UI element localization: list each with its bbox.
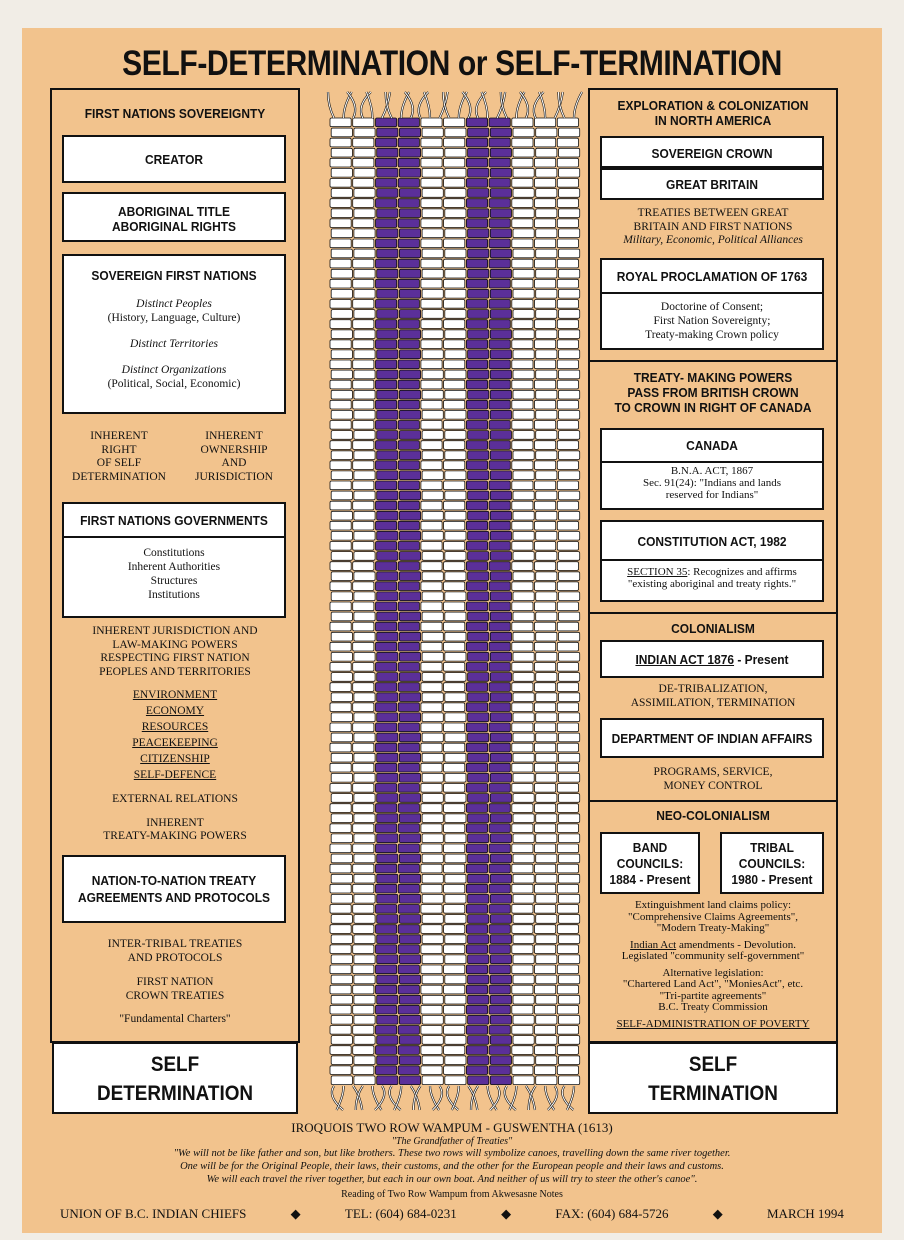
exploration-header xyxy=(590,98,836,128)
two-row-wampum-belt xyxy=(322,86,588,1118)
self-determination-line: SELF xyxy=(150,1053,200,1076)
separator-diamond: ◆ xyxy=(712,1206,723,1221)
quote-line: We will each travel the river together, but each in our own boat. And neither of us will try to steer the other's canoe". xyxy=(206,1174,698,1185)
aboriginal-rights-label: ABORIGINAL RIGHTS xyxy=(111,219,237,234)
aboriginal-title-label: ABORIGINAL TITLE xyxy=(117,204,231,219)
bna-line: reserved for Indians" xyxy=(665,489,759,501)
section35-text: : Recognizes and affirms xyxy=(687,566,797,578)
treaties-britain-line: BRITAIN AND FIRST NATIONS xyxy=(633,220,793,233)
colonialism-header: COLONIALISM xyxy=(671,621,755,636)
extinguishment-line: "Modern Treaty-Making" xyxy=(656,922,770,934)
separator-diamond: ◆ xyxy=(290,1206,301,1221)
tribal-councils-box xyxy=(720,832,824,894)
nation-treaty-line: AGREEMENTS AND PROTOCOLS xyxy=(77,890,271,905)
indian-act-label: INDIAN ACT 1876 xyxy=(635,652,735,667)
sovereign-crown-label: SOVEREIGN CROWN xyxy=(651,146,773,161)
treaty-powers-line: INHERENT xyxy=(146,816,204,829)
tribal-councils-line: COUNCILS: xyxy=(738,856,806,871)
inherent-right-line: INHERENT xyxy=(90,430,148,442)
distinct-organizations: Distinct Organizations xyxy=(121,364,227,376)
inherent-right-block xyxy=(60,430,178,484)
aboriginal-title-box xyxy=(62,192,286,242)
self-determination-line: DETERMINATION xyxy=(96,1082,254,1105)
canada-label: CANADA xyxy=(686,438,738,453)
treaty-powers-line: TREATY-MAKING POWERS xyxy=(103,830,247,842)
royal-proclamation-label: ROYAL PROCLAMATION OF 1763 xyxy=(616,269,808,284)
wampum-title: IROQUOIS TWO ROW WAMPUM - GUSWENTHA (1613) xyxy=(291,1120,613,1135)
programs-block xyxy=(590,766,836,793)
jurisdiction-item: ECONOMY xyxy=(145,705,205,717)
telephone-number: TEL: (604) 684-0231 xyxy=(344,1206,457,1221)
band-councils-line: 1884 - Present xyxy=(609,872,691,887)
bna-line: Sec. 91(24): "Indians and lands xyxy=(643,477,781,489)
jurisdiction-line: LAW-MAKING POWERS xyxy=(112,638,238,651)
jurisdiction-line: RESPECTING FIRST NATION xyxy=(100,652,250,664)
quote-line: One will be for the Original People, their laws, their customs, and the other for the European people and their laws and customs. xyxy=(180,1161,724,1172)
amendments-label: Indian Act xyxy=(630,938,677,951)
self-determination-box xyxy=(52,1042,298,1114)
first-nations-governments-box xyxy=(62,502,286,618)
poster-title: SELF-DETERMINATION or SELF-TERMINATION xyxy=(122,44,782,83)
programs-line: PROGRAMS, SERVICE, xyxy=(653,766,773,778)
sovereign-crown-box xyxy=(600,136,824,168)
governments-divider xyxy=(64,536,284,538)
canada-divider xyxy=(602,461,822,463)
footer-block xyxy=(40,1120,864,1200)
sovereign-first-nations-header: SOVEREIGN FIRST NATIONS xyxy=(91,268,257,283)
alternative-line: B.C. Treaty Commission xyxy=(658,1001,768,1013)
separator-diamond: ◆ xyxy=(501,1206,512,1221)
nation-treaty-line: NATION-TO-NATION TREATY xyxy=(91,873,257,888)
sovereign-first-nations-box xyxy=(62,254,286,414)
reading-credit: Reading of Two Row Wampum from Akwesasne Notes xyxy=(341,1189,563,1200)
jurisdiction-block xyxy=(52,625,298,844)
section35-line xyxy=(602,566,822,578)
inherent-right-line: DETERMINATION xyxy=(72,470,166,483)
fundamental-charters: "Fundamental Charters" xyxy=(119,1013,231,1025)
jurisdiction-line: PEOPLES AND TERRITORIES xyxy=(99,665,251,678)
grandfather-of-treaties: "The Grandfather of Treaties" xyxy=(391,1136,513,1147)
treaties-britain-block xyxy=(590,207,836,248)
publication-date: MARCH 1994 xyxy=(767,1206,844,1221)
treaties-block xyxy=(52,938,298,1027)
wampum-beads xyxy=(330,118,580,1085)
jurisdiction-item: SELF-DEFENCE xyxy=(133,769,217,781)
nation-to-nation-box xyxy=(62,855,286,923)
inherent-ownership-line: INHERENT xyxy=(205,430,263,442)
self-administration-line: SELF-ADMINISTRATION OF POVERTY xyxy=(616,1017,810,1030)
detribalization-line: DE-TRIBALIZATION, xyxy=(658,683,768,695)
self-termination-line: TERMINATION xyxy=(648,1082,778,1105)
crown-treaties-line: FIRST NATION xyxy=(136,976,214,988)
treaty-powers-header-line: TO CROWN IN RIGHT OF CANADA xyxy=(614,400,812,415)
bna-line: B.N.A. ACT, 1867 xyxy=(670,465,754,477)
indian-act-line xyxy=(611,652,813,667)
intertribal-line: AND PROTOCOLS xyxy=(127,951,223,964)
external-relations: EXTERNAL RELATIONS xyxy=(112,793,238,805)
jurisdiction-item: ENVIRONMENT xyxy=(132,689,218,701)
self-termination-box xyxy=(588,1042,838,1114)
treaties-britain-line: TREATIES BETWEEN GREAT xyxy=(637,207,789,219)
detribalization-line: ASSIMILATION, TERMINATION xyxy=(630,696,796,709)
canada-box xyxy=(600,428,824,510)
alternative-line: "Tri-partite agreements" xyxy=(659,989,767,1002)
constitution-divider xyxy=(602,559,822,561)
royal-proclamation-line: First Nation Sovereignty; xyxy=(653,315,771,327)
treaty-powers-header xyxy=(590,370,836,415)
governments-item: Constitutions xyxy=(143,547,205,559)
self-termination-line: SELF xyxy=(688,1053,738,1076)
royal-proclamation-box xyxy=(600,258,824,350)
inherent-ownership-line: AND xyxy=(221,457,247,469)
great-britain-label: GREAT BRITAIN xyxy=(666,177,758,192)
inherent-ownership-line: JURISDICTION xyxy=(195,470,273,483)
governments-item: Institutions xyxy=(148,589,200,601)
jurisdiction-item: PEACEKEEPING xyxy=(132,737,218,749)
crown-treaties-line: CROWN TREATIES xyxy=(125,989,225,1002)
tribal-councils-line: 1980 - Present xyxy=(731,872,813,887)
royal-proclamation-line: Treaty-making Crown policy xyxy=(645,329,779,341)
neo-colonial-policies xyxy=(590,900,836,1030)
organization-name: UNION OF B.C. INDIAN CHIEFS xyxy=(60,1206,247,1221)
great-britain-box xyxy=(600,168,824,200)
inherent-ownership-block xyxy=(178,430,290,484)
alternative-line: Alternative legislation: xyxy=(662,966,764,979)
tribal-councils-line: TRIBAL xyxy=(750,840,794,855)
constitution-label: CONSTITUTION ACT, 1982 xyxy=(637,534,787,549)
governments-item: Inherent Authorities xyxy=(127,561,221,573)
department-indian-affairs-box xyxy=(600,718,824,758)
amendments-text: amendments - Devolution. xyxy=(676,938,796,951)
distinct-organizations-sub: (Political, Social, Economic) xyxy=(107,378,241,390)
creator-label: CREATOR xyxy=(144,152,204,167)
treaty-powers-header-line: PASS FROM BRITISH CROWN xyxy=(627,385,799,400)
distinct-peoples-sub: (History, Language, Culture) xyxy=(107,312,241,324)
distinct-territories: Distinct Territories xyxy=(129,338,219,350)
treaty-powers-header-line: TREATY- MAKING POWERS xyxy=(633,370,793,385)
exploration-line: EXPLORATION & COLONIZATION xyxy=(617,98,809,113)
royal-proclamation-line: Doctorine of Consent; xyxy=(660,301,764,313)
fax-number: FAX: (604) 684-5726 xyxy=(555,1206,669,1221)
exploration-line: IN NORTH AMERICA xyxy=(654,113,772,128)
royal-proclamation-divider xyxy=(602,292,822,294)
governments-header: FIRST NATIONS GOVERNMENTS xyxy=(80,513,268,528)
inherent-right-line: OF SELF xyxy=(96,457,142,469)
alternative-line: "Chartered Land Act", "MoniesAct", etc. xyxy=(622,978,804,990)
department-indian-affairs-label: DEPARTMENT OF INDIAN AFFAIRS xyxy=(611,731,813,746)
jurisdiction-line: INHERENT JURISDICTION AND xyxy=(92,625,258,637)
extinguishment-line: Extinguishment land claims policy: xyxy=(634,899,792,911)
indian-act-present: - Present xyxy=(734,652,789,667)
band-councils-line: COUNCILS: xyxy=(616,856,684,871)
inherent-right-line: RIGHT xyxy=(101,443,137,456)
detribalization-block xyxy=(590,683,836,710)
programs-line: MONEY CONTROL xyxy=(663,779,763,792)
distinct-peoples: Distinct Peoples xyxy=(136,298,212,310)
extinguishment-line: "Comprehensive Claims Agreements", xyxy=(628,910,798,923)
treaties-britain-line: Military, Economic, Political Alliances xyxy=(623,234,803,246)
band-councils-box xyxy=(600,832,700,894)
left-header: FIRST NATIONS SOVEREIGNTY xyxy=(84,106,266,121)
governments-item: Structures xyxy=(150,575,198,587)
constitution-box xyxy=(600,520,824,602)
section35-label: SECTION 35 xyxy=(627,566,688,578)
jurisdiction-item: RESOURCES xyxy=(141,721,209,733)
quote-line: "We will not be like father and son, but like brothers. These two rows will symbolize canoes, travelling down the same river together. xyxy=(173,1148,731,1159)
indian-act-box xyxy=(600,640,824,678)
neo-colonialism-header: NEO-COLONIALISM xyxy=(656,808,770,823)
inherent-ownership-line: OWNERSHIP xyxy=(200,443,268,456)
amendments-line-2: Legislated "community self-government" xyxy=(621,950,805,962)
band-councils-line: BAND xyxy=(632,840,668,855)
contact-line xyxy=(60,1206,844,1222)
intertribal-line: INTER-TRIBAL TREATIES xyxy=(107,938,243,950)
jurisdiction-item: CITIZENSHIP xyxy=(140,753,210,765)
section35-quote: "existing aboriginal and treaty rights." xyxy=(627,578,797,590)
creator-box xyxy=(62,135,286,183)
